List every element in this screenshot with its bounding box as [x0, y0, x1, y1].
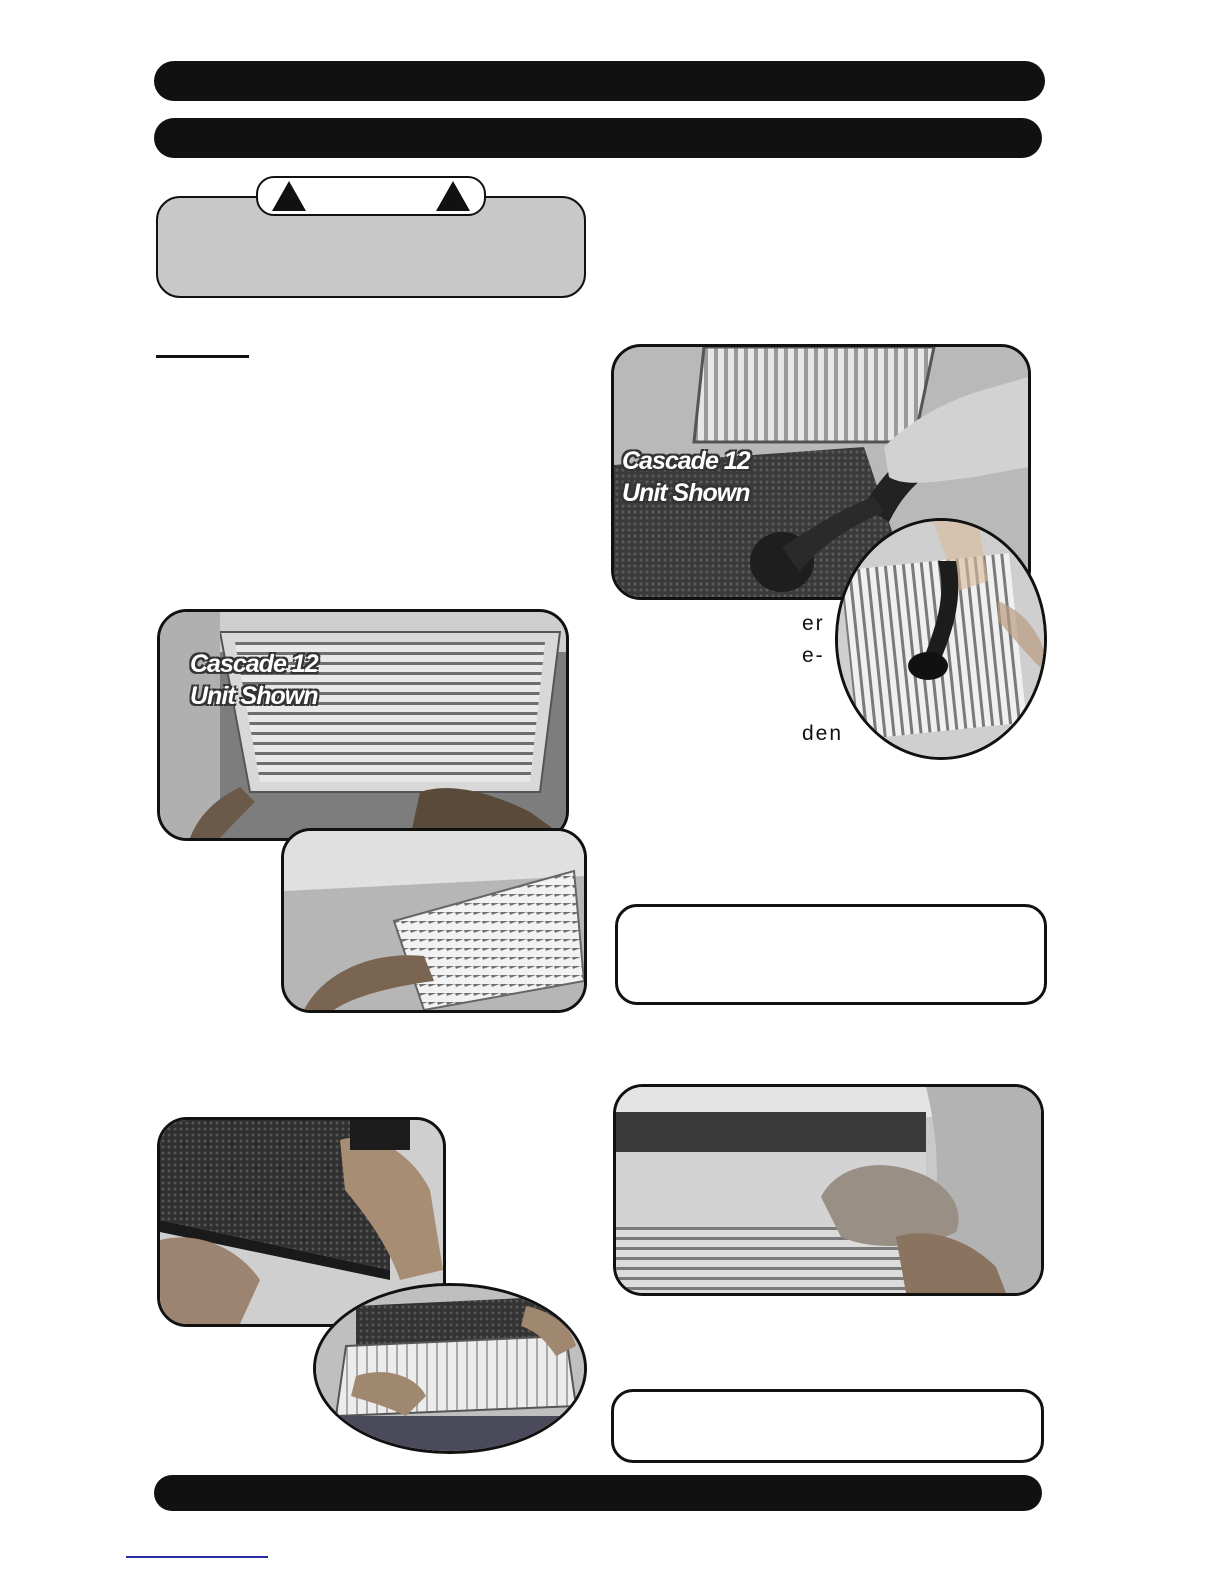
body-text-fragment: den — [802, 722, 844, 745]
photo-grille-removal — [157, 609, 569, 841]
note-box-bottom — [611, 1389, 1044, 1463]
watermark-line: Unit Shown — [190, 682, 318, 710]
note-box-middle — [615, 904, 1047, 1005]
body-text-fragment: er — [802, 612, 825, 635]
section-heading-underline — [156, 355, 249, 358]
watermark-line: Unit Shown — [622, 479, 750, 507]
photo-inset-grille-vacuum — [835, 518, 1047, 760]
footer-link-underline — [126, 1556, 268, 1558]
header-bar-second — [154, 118, 1042, 158]
warning-triangle-icon — [272, 181, 306, 211]
body-text-fragment: e- — [802, 644, 825, 667]
watermark-line: Cascade 12 — [622, 447, 750, 475]
photo-grille-lift — [281, 828, 587, 1013]
warning-triangle-icon — [436, 181, 470, 211]
header-bar-top — [154, 61, 1045, 101]
photo-inset-filter-slide — [313, 1283, 587, 1454]
caution-tab — [256, 176, 486, 216]
photo-wipe-unit — [613, 1084, 1044, 1296]
footer-bar — [154, 1475, 1042, 1511]
watermark-caption — [190, 648, 318, 712]
watermark-caption — [622, 445, 750, 509]
watermark-line: Cascade 12 — [190, 650, 318, 678]
